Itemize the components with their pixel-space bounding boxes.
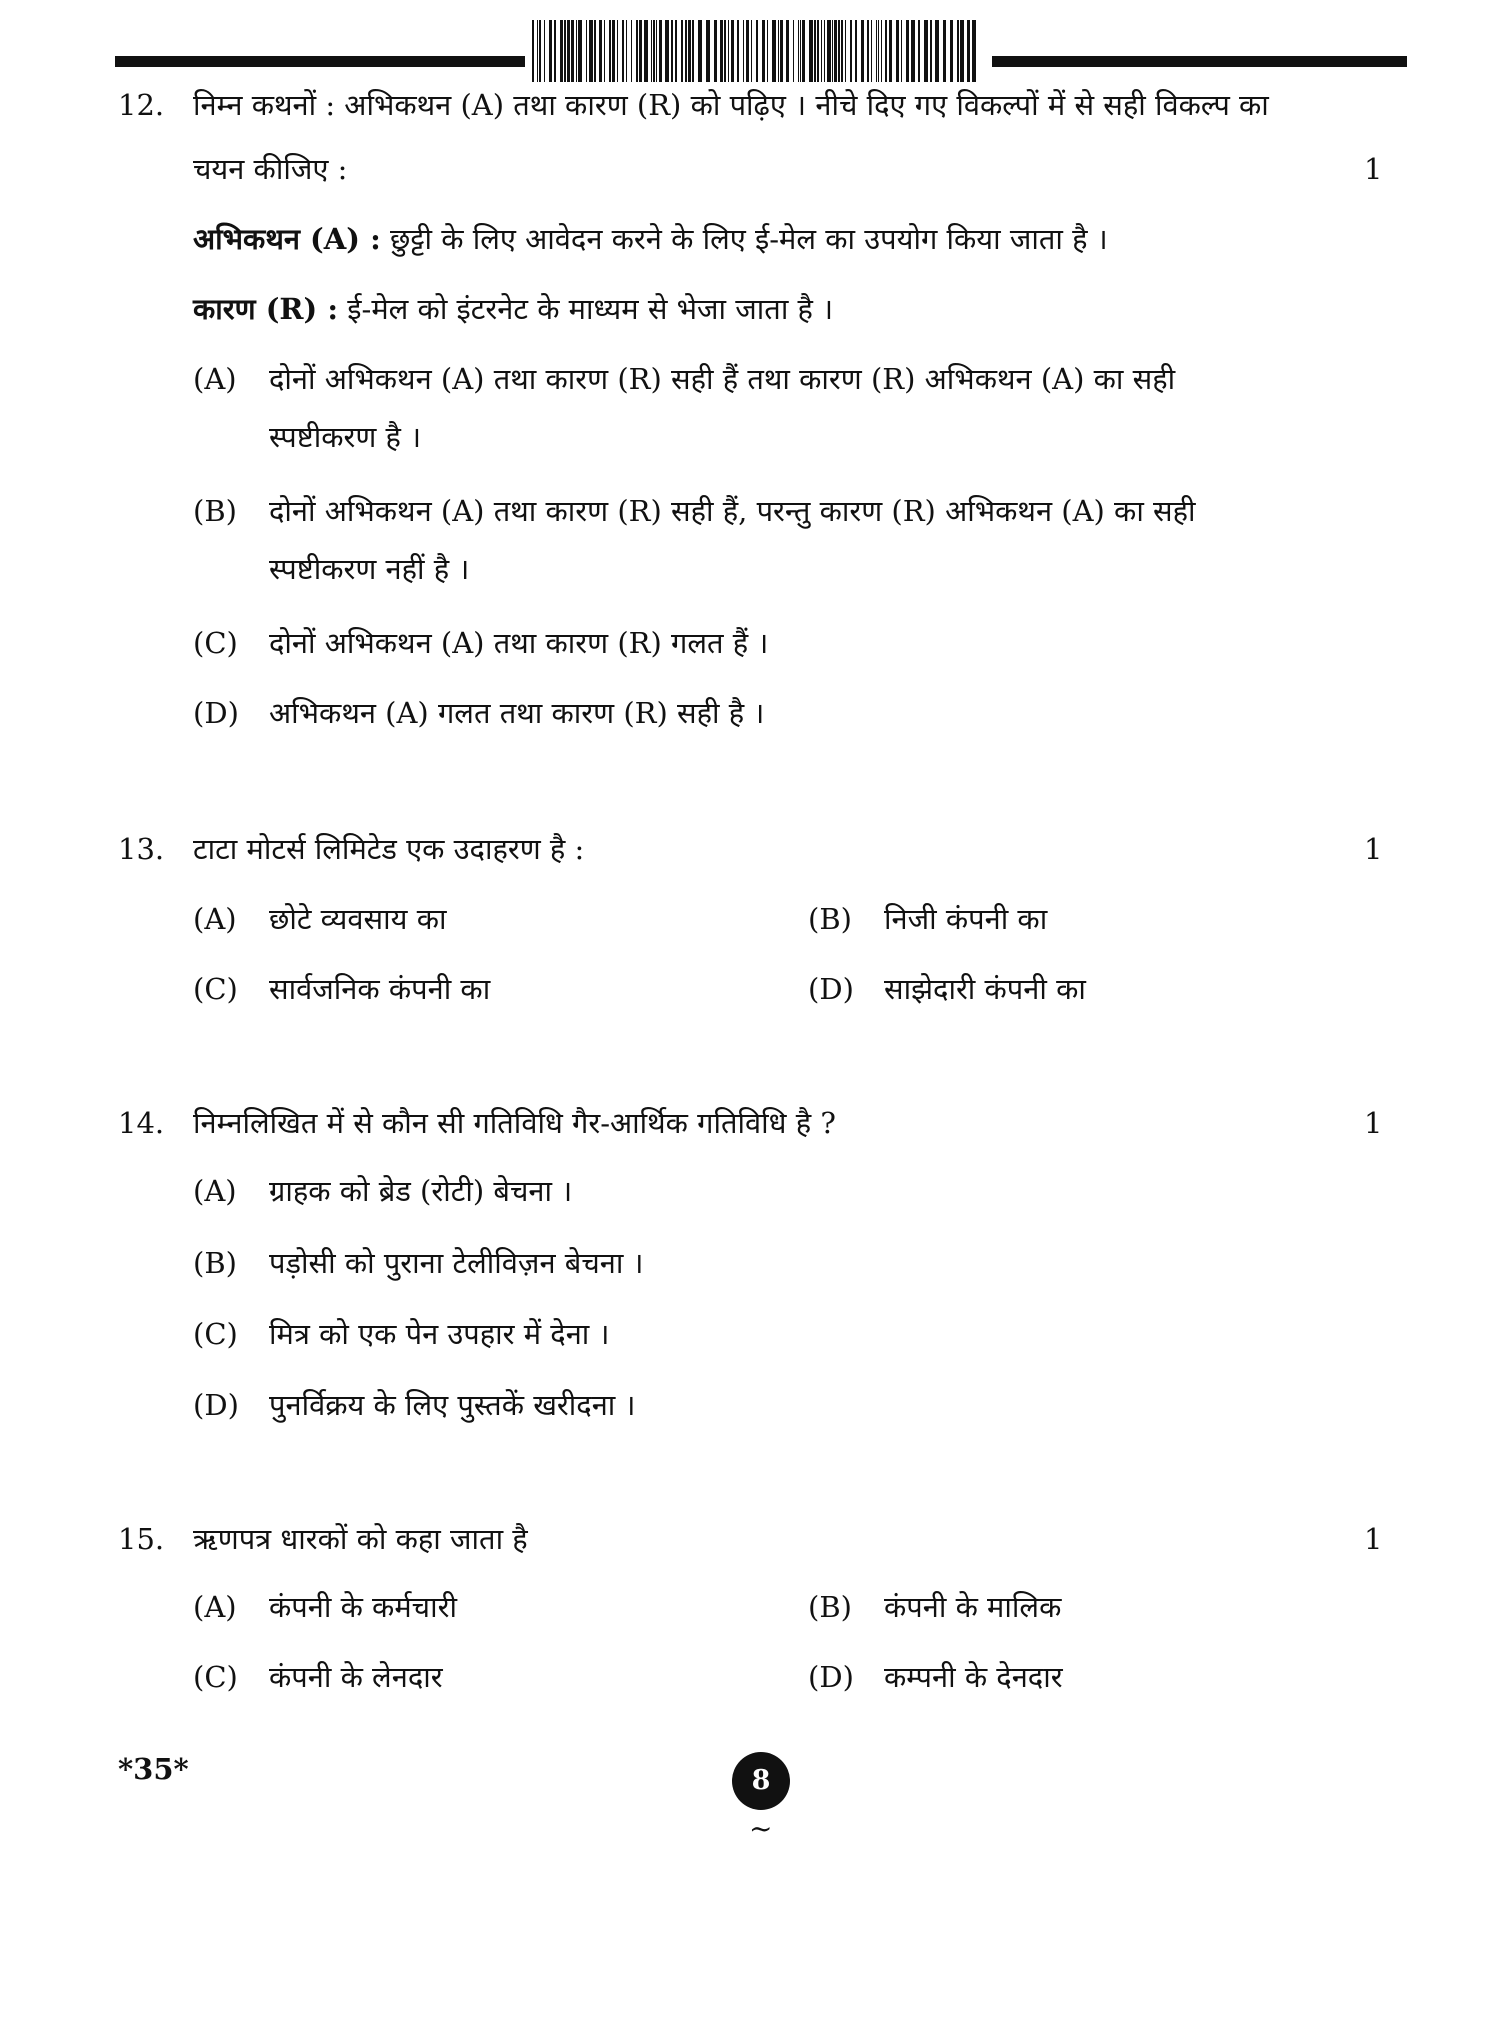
barcode-bar — [539, 20, 541, 82]
barcode-bar — [845, 20, 846, 82]
barcode-bar — [832, 20, 833, 82]
barcode-bar — [855, 20, 857, 82]
barcode-bar — [594, 20, 596, 82]
barcode-bar — [665, 20, 669, 82]
option-label: (A) — [193, 902, 237, 936]
barcode-bar — [780, 20, 783, 82]
barcode-bar — [537, 20, 538, 82]
barcode-bar — [800, 20, 801, 82]
option-label: (C) — [193, 1317, 238, 1351]
barcode-bar — [824, 20, 825, 82]
question-15-number: 15. — [118, 1522, 165, 1556]
barcode-bar — [867, 20, 869, 82]
barcode-bar — [578, 20, 582, 82]
barcode-bar — [685, 20, 687, 82]
option-text-line2: स्पष्टीकरण नहीं है । — [269, 552, 470, 586]
barcode-bar — [675, 20, 677, 82]
question-12-stem-line1: निम्न कथनों : अभिकथन (A) तथा कारण (R) को पढ़िए । नीचे दिए गए विकल्पों में से सही विकल्प का — [193, 88, 1269, 122]
option-text: दोनों अभिकथन (A) तथा कारण (R) सही हैं तथा कारण (R) अभिकथन (A) का सही — [269, 362, 1176, 396]
question-12-reason — [193, 280, 1328, 338]
option-label: (A) — [193, 362, 237, 396]
barcode-bar — [714, 20, 717, 82]
barcode-bar — [589, 20, 593, 82]
barcode-bar — [564, 20, 566, 82]
barcode-bar — [911, 20, 915, 82]
barcode-bar — [576, 20, 577, 82]
option-label: (D) — [193, 696, 239, 730]
barcode-bar — [821, 20, 822, 82]
barcode-bar — [681, 20, 683, 82]
question-13-stem: टाटा मोटर्स लिमिटेड एक उदाहरण है : — [193, 832, 585, 866]
barcode-bar — [930, 20, 932, 82]
paper-code: *35* — [118, 1752, 189, 1786]
barcode-bar — [560, 20, 563, 82]
barcode-bar — [960, 20, 964, 82]
option-text: कंपनी के मालिक — [884, 1590, 1062, 1624]
barcode-bar — [688, 20, 691, 82]
barcode-bar — [793, 20, 794, 82]
question-12-assertion — [193, 210, 1328, 268]
question-14-stem: निम्नलिखित में से कौन सी गतिविधि गैर-आर्थिक गतिविधि है ? — [193, 1106, 836, 1140]
option-text: सार्वजनिक कंपनी का — [269, 972, 491, 1006]
option-text: कंपनी के लेनदार — [269, 1660, 443, 1694]
barcode-bar — [659, 20, 662, 82]
barcode-bar — [767, 20, 768, 82]
barcode-bar — [639, 20, 642, 82]
barcode-bar — [967, 20, 970, 82]
option-text-line2: स्पष्टीकरण है । — [269, 420, 422, 454]
barcode-bar — [834, 20, 837, 82]
barcode-bar — [706, 20, 710, 82]
barcode-bar — [549, 20, 552, 82]
barcode-bar — [612, 20, 615, 82]
barcode-bar — [827, 20, 831, 82]
assertion-label: अभिकथन (A) : — [193, 222, 381, 256]
barcode-bar — [972, 20, 976, 82]
barcode-bar — [814, 20, 816, 82]
option-text: दोनों अभिकथन (A) तथा कारण (R) गलत हैं । — [269, 626, 769, 660]
barcode-bar — [906, 20, 909, 82]
barcode-bar — [751, 20, 752, 82]
barcode-bar — [626, 20, 627, 82]
option-label: (C) — [193, 626, 238, 660]
reason-text: ई-मेल को इंटरनेट के माध्यम से भेजा जाता है । — [338, 292, 834, 326]
barcode-bar — [762, 20, 765, 82]
barcode-bar — [943, 20, 946, 82]
barcode-bar — [724, 20, 726, 82]
question-12-marks: 1 — [1364, 152, 1383, 186]
option-text: ग्राहक को ब्रेड (रोटी) बेचना । — [269, 1174, 573, 1208]
barcode-bar — [885, 20, 887, 82]
barcode-bar — [737, 20, 739, 82]
option-label: (A) — [193, 1590, 237, 1624]
option-text: छोटे व्यवसाय का — [269, 902, 447, 936]
option-text: निजी कंपनी का — [884, 902, 1048, 936]
option-text: दोनों अभिकथन (A) तथा कारण (R) सही हैं, परन्तु कारण (R) अभिकथन (A) का सही — [269, 494, 1196, 528]
option-label: (D) — [808, 972, 854, 1006]
page-number-badge: 8 — [732, 1752, 790, 1810]
barcode-bar — [957, 20, 959, 82]
barcode-bar — [802, 20, 805, 82]
barcode-bar — [896, 20, 899, 82]
barcode-bar — [850, 20, 852, 82]
barcode-bar — [881, 20, 882, 82]
barcode-bar — [798, 20, 799, 82]
barcode-bar — [901, 20, 902, 82]
barcode-bar — [841, 20, 843, 82]
option-text: पुनर्विक्रय के लिए पुस्तकें खरीदना । — [269, 1388, 636, 1422]
footer-tilde: ~ — [749, 1812, 773, 1845]
barcode-bar — [622, 20, 624, 82]
option-label: (B) — [808, 902, 852, 936]
option-label: (D) — [193, 1388, 239, 1422]
barcode-bar — [772, 20, 776, 82]
option-label: (B) — [193, 1246, 237, 1280]
option-label: (C) — [193, 1660, 238, 1694]
option-text: साझेदारी कंपनी का — [884, 972, 1086, 1006]
barcode-bar — [671, 20, 673, 82]
option-text: पड़ोसी को पुराना टेलीविज़न बेचना । — [269, 1246, 644, 1280]
option-text: कम्पनी के देनदार — [884, 1660, 1063, 1694]
barcode-bar — [743, 20, 744, 82]
barcode-bar — [653, 20, 655, 82]
barcode-bar — [532, 20, 534, 82]
barcode-bar — [838, 20, 840, 82]
barcode-bar — [554, 20, 556, 82]
barcode-bar — [878, 20, 879, 82]
barcode-bar — [786, 20, 789, 82]
barcode-bar — [567, 20, 570, 82]
barcode-bar — [876, 20, 877, 82]
barcode-bar — [861, 20, 864, 82]
option-label: (C) — [193, 972, 238, 1006]
question-12-stem-line2: चयन कीजिए : — [193, 152, 348, 186]
barcode-bar — [731, 20, 734, 82]
barcode-bar — [651, 20, 652, 82]
barcode-bar — [817, 20, 819, 82]
header-rule-right — [992, 56, 1407, 67]
barcode-bar — [586, 20, 587, 82]
barcode-bar — [889, 20, 892, 82]
option-text: अभिकथन (A) गलत तथा कारण (R) सही है । — [269, 696, 765, 730]
question-15-marks: 1 — [1364, 1522, 1383, 1556]
option-text: मित्र को एक पेन उपहार में देना । — [269, 1317, 610, 1351]
header-rule-left — [115, 56, 525, 67]
barcode-bar — [809, 20, 813, 82]
barcode-bar — [935, 20, 939, 82]
barcode-bar — [636, 20, 638, 82]
barcode-bar — [728, 20, 729, 82]
barcode-bar — [924, 20, 928, 82]
barcode-bar — [599, 20, 602, 82]
question-14-marks: 1 — [1364, 1106, 1383, 1140]
barcode-bar — [720, 20, 723, 82]
barcode-bar — [871, 20, 872, 82]
question-13-marks: 1 — [1364, 832, 1383, 866]
question-13-number: 13. — [118, 832, 165, 866]
barcode-bar — [656, 20, 657, 82]
option-label: (D) — [808, 1660, 854, 1694]
assertion-text: छुट्टी के लिए आवेदन करने के लिए ई-मेल का उपयोग किया जाता है । — [380, 222, 1108, 256]
reason-label: कारण (R) : — [193, 292, 339, 326]
option-label: (B) — [193, 494, 237, 528]
option-text: कंपनी के कर्मचारी — [269, 1590, 457, 1624]
question-12-number: 12. — [118, 88, 165, 122]
barcode-bar — [918, 20, 920, 82]
barcode-bar — [544, 20, 545, 82]
option-label: (A) — [193, 1174, 237, 1208]
barcode-bar — [617, 20, 618, 82]
barcode-bar — [756, 20, 758, 82]
barcode-bar — [609, 20, 611, 82]
barcode-bar — [950, 20, 953, 82]
barcode-bar — [644, 20, 648, 82]
barcode-bar — [604, 20, 605, 82]
option-label: (B) — [808, 1590, 852, 1624]
barcode-bar — [692, 20, 694, 82]
question-15-stem: ऋणपत्र धारकों को कहा जाता है — [193, 1522, 528, 1556]
barcode-bar — [746, 20, 749, 82]
barcode-bar — [778, 20, 779, 82]
barcode-image — [530, 20, 982, 82]
barcode-bar — [698, 20, 702, 82]
barcode-bar — [631, 20, 632, 82]
question-14-number: 14. — [118, 1106, 165, 1140]
barcode-bar — [571, 20, 574, 82]
